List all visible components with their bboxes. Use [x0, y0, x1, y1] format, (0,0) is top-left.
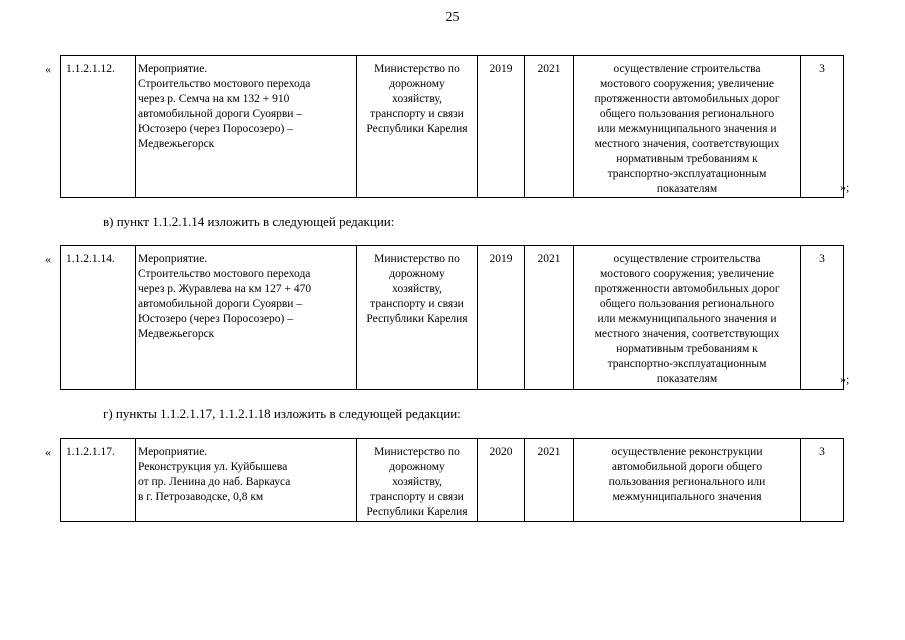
item-indicator: 3 [801, 439, 844, 522]
closing-quote: »; [840, 180, 850, 194]
opening-quote: « [45, 252, 51, 266]
item-year-end: 2021 [525, 439, 574, 522]
opening-quote: « [45, 445, 51, 459]
closing-quote: »; [840, 372, 850, 386]
item-description: Мероприятие. Реконструкция ул. Куйбышева от пр. Ленина до наб. Варкауса в г. Петрозаводске, 0,8 км [136, 439, 357, 522]
item-year-start: 2019 [478, 56, 525, 198]
instruction-text: г) пункты 1.1.2.1.17, 1.1.2.1.18 изложить в следующей редакции: [103, 406, 461, 421]
item-year-end: 2021 [525, 56, 574, 198]
item-result: осуществление строительства мостового сооружения; увеличение протяженности автомобильных дорог общего пользования регионального или межмуниципального значения и местного значения, соответствующих нормативным требованиям к транспортно-эксплуатационным показателям [574, 56, 801, 198]
item-number: 1.1.2.1.17. [61, 439, 136, 522]
item-year-start: 2019 [478, 246, 525, 390]
table-row [60, 438, 844, 522]
item-organization: Министерство по дорожному хозяйству, транспорту и связи Республики Карелия [357, 246, 478, 390]
item-result: осуществление реконструкции автомобильной дороги общего пользования регионального или межмуниципального значения [574, 439, 801, 522]
instruction-text: в) пункт 1.1.2.1.14 изложить в следующей редакции: [103, 214, 395, 229]
item-result: осуществление строительства мостового сооружения; увеличение протяженности автомобильных дорог общего пользования регионального или межмуниципального значения и местного значения, соответствующих нормативным требованиям к транспортно-эксплуатационным показателям [574, 246, 801, 390]
item-number: 1.1.2.1.12. [61, 56, 136, 198]
item-indicator: 3 [801, 246, 844, 390]
item-description: Мероприятие. Строительство мостового перехода через р. Журавлева на км 127 + 470 автомобильной дороги Суоярви – Юстозеро (через Поросозеро) – Медвежьегорск [136, 246, 357, 390]
item-organization: Министерство по дорожному хозяйству, транспорту и связи Республики Карелия [357, 56, 478, 198]
opening-quote: « [45, 62, 51, 76]
table-row [60, 55, 844, 198]
item-description: Мероприятие. Строительство мостового перехода через р. Семча на км 132 + 910 автомобильной дороги Суоярви – Юстозеро (через Поросозеро) – Медвежьегорск [136, 56, 357, 198]
item-organization: Министерство по дорожному хозяйству, транспорту и связи Республики Карелия [357, 439, 478, 522]
page-number: 25 [445, 10, 460, 25]
table-row [60, 245, 844, 390]
item-year-start: 2020 [478, 439, 525, 522]
item-indicator: 3 [801, 56, 844, 198]
item-year-end: 2021 [525, 246, 574, 390]
item-number: 1.1.2.1.14. [61, 246, 136, 390]
